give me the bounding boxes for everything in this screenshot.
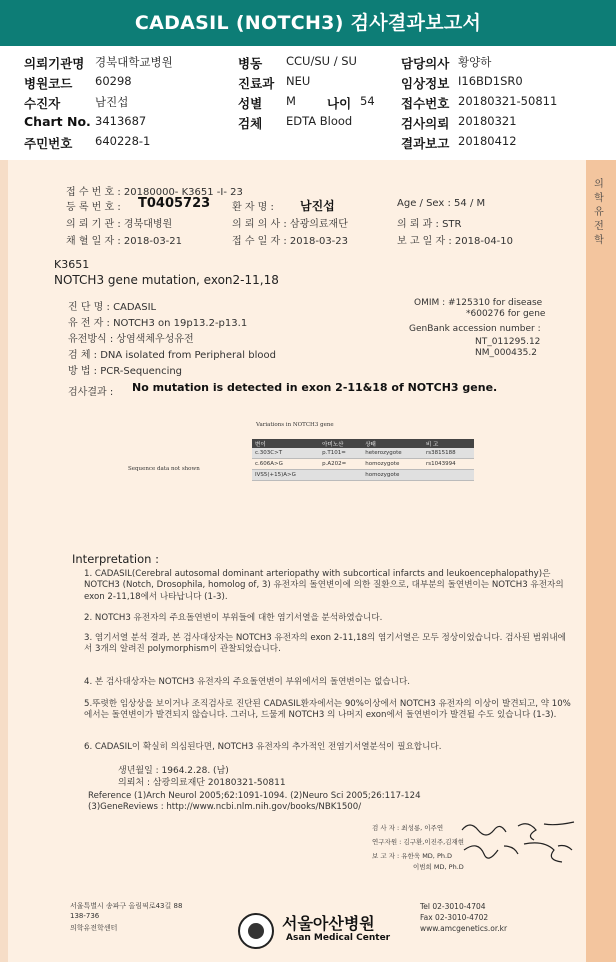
request-label: 검사의뢰: [401, 116, 450, 131]
clinical-value: I16BD1SR0: [458, 74, 523, 88]
age-label: 나이: [327, 96, 352, 111]
variant-cell: heterozygote: [362, 448, 423, 459]
receipt-value: 20180321-50811: [458, 94, 558, 108]
address-line-1: 서울특별시 송파구 올림픽로43길 88: [70, 902, 183, 910]
fax: Fax 02-3010-4702: [420, 913, 489, 922]
report-title: CADASIL (NOTCH3) 검사결과보고서: [0, 0, 616, 46]
variant-cell: homozygote: [362, 470, 423, 481]
variants-header-cell: 상태: [362, 439, 423, 448]
left-edge-strip: [0, 160, 8, 962]
variant-cell: rs1043994: [423, 459, 474, 470]
code-label: 병원코드: [24, 76, 73, 91]
variant-cell: p.A202=: [319, 459, 362, 470]
reg-no-label: 등 록 번 호 :: [66, 202, 121, 213]
info-row-3: [0, 94, 616, 114]
ward-value: CCU/SU / SU: [286, 54, 357, 68]
age-value: 54: [360, 94, 375, 108]
result-label: 검사결과 :: [68, 387, 114, 398]
info-row-2: [0, 74, 616, 94]
specimen-label: 검체: [238, 116, 263, 131]
variant-cell: [423, 470, 474, 481]
reg-no: T0405723: [138, 196, 211, 211]
chart-label: Chart No.: [24, 114, 91, 129]
interp-paragraph-2: 2. NOTCH3 유전자의 주요돌연변이 부위들에 대한 염기서열을 분석하였습니다.: [84, 613, 383, 623]
variant-cell: rs3815188: [423, 448, 474, 459]
specimen-value: EDTA Blood: [286, 114, 353, 128]
test-code: K3651: [54, 258, 90, 271]
method: 방 법 : PCR-Sequencing: [68, 366, 183, 377]
genbank-label: GenBank accession number :: [409, 324, 541, 334]
interpretation-title: Interpretation :: [72, 552, 159, 566]
doctor-value: 황양하: [458, 55, 492, 69]
genbank-nt: NT_011295.12: [475, 337, 541, 347]
researcher: 연구자원 : 김구환,이진주,김재현: [372, 838, 465, 846]
collect-date: 채 혈 일 자 : 2018-03-21: [66, 236, 183, 247]
report-label: 결과보고: [401, 136, 450, 151]
reporter: 보 고 자 : 유한욱 MD, Ph.D: [372, 852, 453, 860]
genbank-nm: NM_000435.2: [475, 348, 537, 358]
patient-name: 남진섭: [300, 199, 335, 213]
sex-value: M: [286, 94, 296, 108]
variants-header-cell: 아미노산: [319, 439, 362, 448]
variant-cell: IVS5(+15)A>G: [252, 470, 319, 481]
tel: Tel 02-3010-4704: [420, 902, 486, 911]
scanned-report: [0, 160, 616, 962]
website: www.amcgenetics.or.kr: [420, 924, 508, 933]
sex-label: 성별: [238, 96, 263, 111]
info-row-5: [0, 134, 616, 154]
age-sex: Age / Sex : 54 / M: [397, 198, 486, 209]
interp-paragraph-3: 3. 염기서열 분석 결과, 본 검사대상자는 NOTCH3 유전자의 exon 2-11,18의 염기서열은 모두 정상이었습니다. 검사된 범위내에서 3개의 알려진 polymorphism이 관찰되었습니다.: [84, 633, 566, 655]
asan-logo-icon: [238, 913, 274, 949]
interp-paragraph-4: 4. 본 검사대상자는 NOTCH3 유전자의 주요돌연변이 부위에서의 돌연변이는 없습니다.: [84, 677, 411, 687]
variant-cell: p.T101=: [319, 448, 362, 459]
variant-cell: c.303C>T: [252, 448, 319, 459]
ref-dept: 의 뢰 과 : STR: [397, 219, 462, 230]
asan-logo-center: [248, 923, 264, 939]
reporter-2: 이범희 MD, Ph.D: [413, 863, 464, 871]
variants-header-row: [252, 439, 474, 448]
omim: OMIM : #125310 for disease: [414, 298, 543, 308]
address-line-2: 138-736: [70, 912, 100, 920]
info-row-4: [0, 114, 616, 134]
address-line-3: 의학유전학센터: [70, 924, 118, 932]
signature-image: [458, 816, 588, 876]
doctor-label: 담당의사: [401, 56, 450, 71]
referral-number: 의뢰처 : 삼광의료재단 20180321-50811: [118, 778, 286, 788]
brand-name-en: Asan Medical Center: [286, 933, 391, 943]
received-date: 접 수 일 자 : 2018-03-23: [232, 236, 349, 247]
variants-header-cell: 변이: [252, 439, 319, 448]
code-value: 60298: [95, 74, 132, 88]
variant-row: [252, 459, 474, 470]
hospital-label: 의뢰기관명: [24, 56, 85, 71]
variant-row: [252, 470, 474, 481]
interp-paragraph-1: 1. CADASIL(Cerebral autosomal dominant arteriopathy with subcortical infarcts and leukoencephalopathy)은 NOTCH3 (Notch, Drosophila, homolog of, 3) 유전자의 돌연변이에 의한 질환으로, 대부분의 돌연변이는 NOTCH3 유전자의 exon 2-11,18에서 나타납니다 (1-3).: [84, 569, 564, 602]
variant-cell: homozygote: [362, 459, 423, 470]
dept-label: 진료과: [238, 76, 275, 91]
interp-paragraph-6: 6. CADASIL이 확실히 의심된다면, NOTCH3 유전자의 추가적인 전염기서열분석이 필요합니다.: [84, 742, 442, 752]
rrn-label: 주민번호: [24, 136, 73, 151]
brand-name-kr: 서울아산병원: [282, 914, 375, 933]
result-text: No mutation is detected in exon 2-11&18 of NOTCH3 gene.: [132, 381, 498, 394]
request-value: 20180321: [458, 114, 517, 128]
patient-value: 남진섭: [95, 95, 129, 109]
hospital-value: 경북대학교병원: [95, 55, 173, 69]
gene: 유 전 자 : NOTCH3 on 19p13.2-p13.1: [68, 318, 248, 329]
report-value: 20180412: [458, 134, 517, 148]
patient-info-panel: [0, 46, 616, 158]
name-label: 환 자 명 :: [232, 202, 274, 213]
info-row-1: [0, 54, 616, 74]
sequence-note: Sequence data not shown: [128, 466, 200, 472]
diagnosis: 진 단 명 : CADASIL: [68, 302, 157, 313]
test-name: NOTCH3 gene mutation, exon2-11,18: [54, 273, 279, 287]
ref-org: 의 뢰 기 관 : 경북대병원: [66, 219, 173, 230]
variant-cell: [319, 470, 362, 481]
receipt-number: 접 수 번 호 : 20180000- K3651 -I- 23: [66, 187, 243, 198]
chart-value: 3413687: [95, 114, 147, 128]
variant-row: [252, 448, 474, 459]
reported-date: 보 고 일 자 : 2018-04-10: [397, 236, 514, 247]
interp-paragraph-5: 5.뚜렷한 임상상을 보이거나 조직검사로 진단된 CADASIL환자에서는 90%이상에서 NOTCH3 유전자의 이상이 발견되고, 약 10%에서는 돌연변이가 발견되지 않습니다. 그러나, 드물게 NOTCH3 의 나머지 exon에서 돌연변이가 발견될 수도 있습니다 (1-3).: [84, 699, 571, 721]
variants-header-cell: 비 고: [423, 439, 474, 448]
right-edge-strip: [586, 160, 616, 962]
receipt-label: 접수번호: [401, 96, 450, 111]
patient-label: 수진자: [24, 96, 61, 111]
reference: Reference (1)Arch Neurol 2005;62:1091-1094. (2)Neuro Sci 2005;26:117-124 (3)GeneReviews : http://www.ncbi.nlm.nih.gov/books/NBK1500/: [88, 791, 421, 813]
variant-cell: c.606A>G: [252, 459, 319, 470]
birthdate: 생년월일 : 1964.2.28. (남): [118, 766, 229, 776]
clinical-label: 임상정보: [401, 76, 450, 91]
omim-gene: *600276 for gene: [466, 309, 546, 319]
ward-label: 병동: [238, 56, 263, 71]
ref-doctor: 의 뢰 의 사 : 삼광의료재단: [232, 219, 348, 230]
rrn-value: 640228-1: [95, 134, 151, 148]
dept-value: NEU: [286, 74, 311, 88]
sample: 검 체 : DNA isolated from Peripheral blood: [68, 350, 276, 361]
variants-table: [252, 439, 474, 481]
inheritance: 유전방식 : 상염색체우성유전: [68, 334, 194, 345]
tester: 검 사 자 : 최성롱, 이주연: [372, 824, 444, 832]
variants-title: Variations in NOTCH3 gene: [256, 422, 334, 428]
side-label: 의학유전학: [594, 179, 604, 246]
